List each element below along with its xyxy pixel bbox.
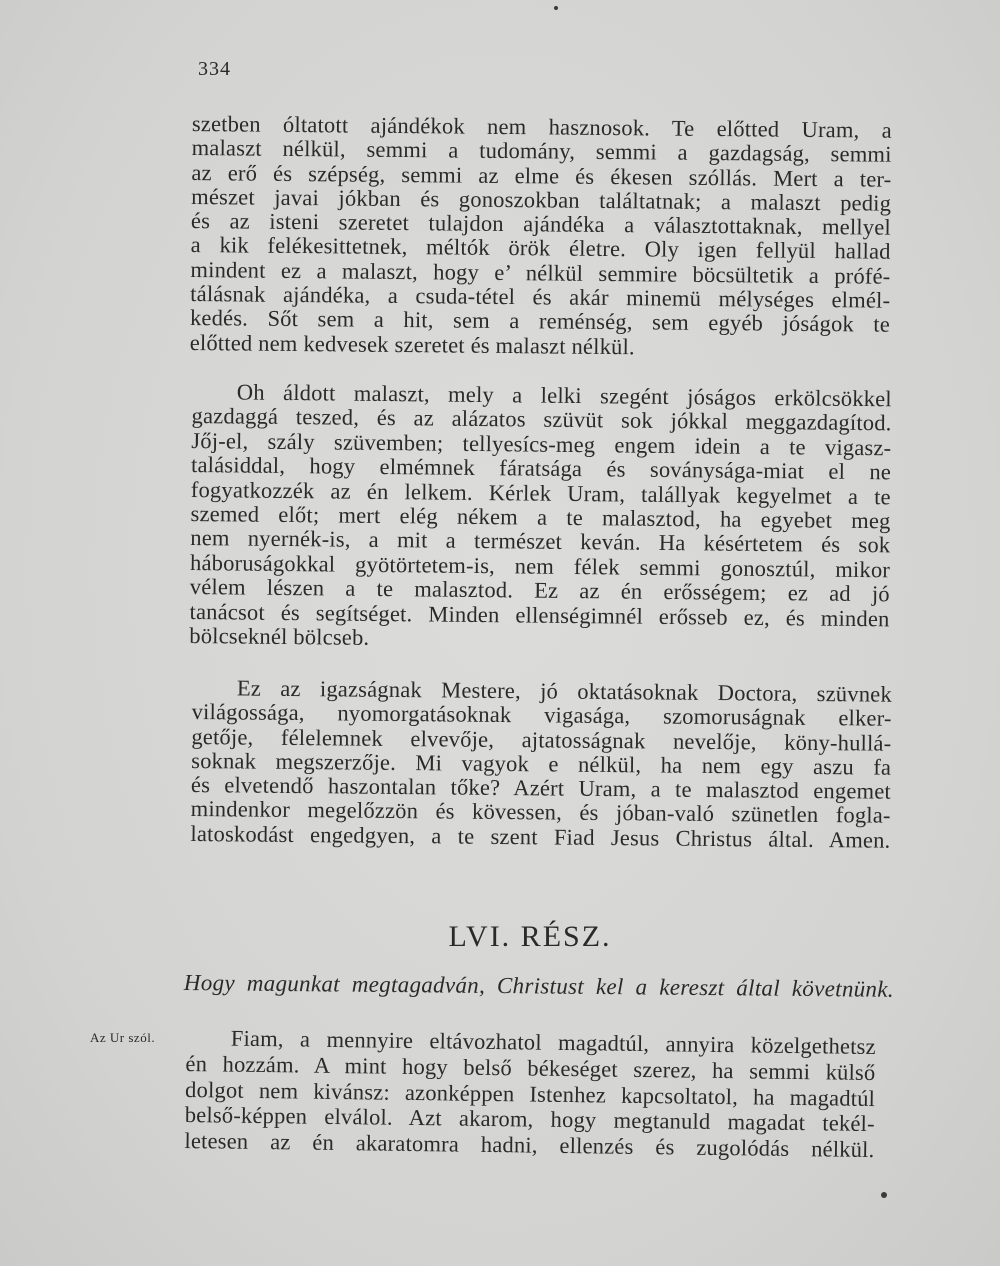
text-line: Ez az igazságnak Mestere, jó oktatásoknak Doctora, szüvnek xyxy=(236,675,892,707)
text-line: gazdaggá teszed, és az alázatos szüvüt sok jókkal meggazdagítod. xyxy=(191,403,892,436)
text-line: tanácsot és segítséget. Minden ellenségimnél erősseb ez, és minden xyxy=(189,598,890,631)
text-line: tálásnak ajándéka, a csuda-tétel és akár minemü mélységes elmél- xyxy=(190,281,891,313)
text-line: mindent ez a malaszt, hogy e’ nélkül semmire böcsültetik a prófé- xyxy=(190,256,891,289)
text-line: és az isteni szeretet tulajdon ajándéka a választottaknak, mellyel xyxy=(190,208,892,240)
text-line: Oh áldott malaszt, mely a lelki szegént jóságos erkölcsökkel xyxy=(236,379,892,412)
text-line: mindenkor megelőzzön és kövessen, és jóban-való szünetlen fogla- xyxy=(190,796,891,829)
text-line: kedés. Sőt sem a hit, sem a reménség, sem egyéb jóságok te xyxy=(189,305,891,338)
text-line: előtted nem kedvesek szeretet és malaszt nélkül. xyxy=(189,329,635,359)
paragraph-3 xyxy=(190,676,892,853)
text-line: szemed előt; mert elég nékem a te malasztod, ha egyebet meg xyxy=(190,501,891,534)
text-line: belső-képpen elválol. Azt akarom, hogy megtanuld magadat tekél- xyxy=(184,1102,875,1137)
text-line: fogyatkozzék az én lelkem. Kérlek Uram, talállyak kegyelmet a te xyxy=(190,476,891,509)
text-line: a kik felékesittetnek, méltók örök életre. Oly igen fellyül hallad xyxy=(190,232,891,265)
margin-note: Az Ur szól. xyxy=(90,1030,156,1045)
text-line: világossága, nyomorgatásoknak vigasága, szomoruságnak elker- xyxy=(191,699,892,732)
text-line: dolgot nem kivánsz: azonképpen Istenhez kapcsoltatol, ha magadtúl xyxy=(184,1076,876,1111)
text-line: nem nyernék-is, a mit a természet keván. Ha késértetem és sok xyxy=(190,525,891,558)
text-line: az erő és szépség, semmi az elme és ékesen szóllás. Mert a ter- xyxy=(191,159,892,192)
text-line: szetben óltatott ajándékok nem hasznosok. Te előtted Uram, a xyxy=(191,111,892,143)
text-line: latoskodást engedgyen, a te szent Fiad Jesus Christus által. Amen. xyxy=(190,820,891,853)
text-line: én hozzám. A mint hogy belső békeséget szerez, ha semmi külső xyxy=(185,1050,876,1085)
text-line: getője, félelemnek elvevője, ajtatosságnak nevelője, köny-hullá- xyxy=(191,723,892,756)
text-line: letesen az én akaratomra hadni, ellenzés és zugolódás nélkül. xyxy=(184,1128,875,1163)
text-line: vélem lészen a te malasztod. Ez az én erősségem; ez ad jó xyxy=(189,574,890,607)
chapter-heading: LVI. RÉSZ. xyxy=(448,920,612,953)
paragraph-2 xyxy=(189,380,892,656)
ink-speck xyxy=(554,6,558,10)
text-line: Fiam, a mennyire eltávozhatol magadtúl, annyira közelgethetsz xyxy=(230,1025,876,1060)
text-line: mészet javai jókban és gonoszokban találtatnak; a malaszt pedig xyxy=(191,183,892,216)
text-line: malaszt nélkül, semmi a tudomány, semmi a gazdagság, semmi xyxy=(191,135,892,168)
text-line: háboruságokkal gyötörtetem-is, nem félek semmi gonosztúl, mikor xyxy=(189,549,891,583)
paragraph-1 xyxy=(190,112,892,362)
chapter-subtitle: Hogy magunkat megtagadván, Christust kel a kereszt által követnünk. xyxy=(183,970,894,1002)
ink-speck xyxy=(881,1192,887,1198)
chapter-paragraph xyxy=(184,1025,876,1163)
text-line: Jőj-el, szály szüvemben; tellyesícs-meg engem idein a te vigasz- xyxy=(191,427,892,461)
page-number: 334 xyxy=(198,58,231,80)
text-line: bölcseknél bölcseb. xyxy=(189,623,370,650)
text-line: soknak megszerzője. Mi vagyok e nélkül, ha nem egy aszu fa xyxy=(191,747,892,780)
text-line: és elvetendő haszontalan tőke? Azért Uram, a te malasztod engemet xyxy=(190,772,892,804)
text-line: talásiddal, hogy elmémnek fáratsága és soványsága-miat el ne xyxy=(190,452,892,485)
